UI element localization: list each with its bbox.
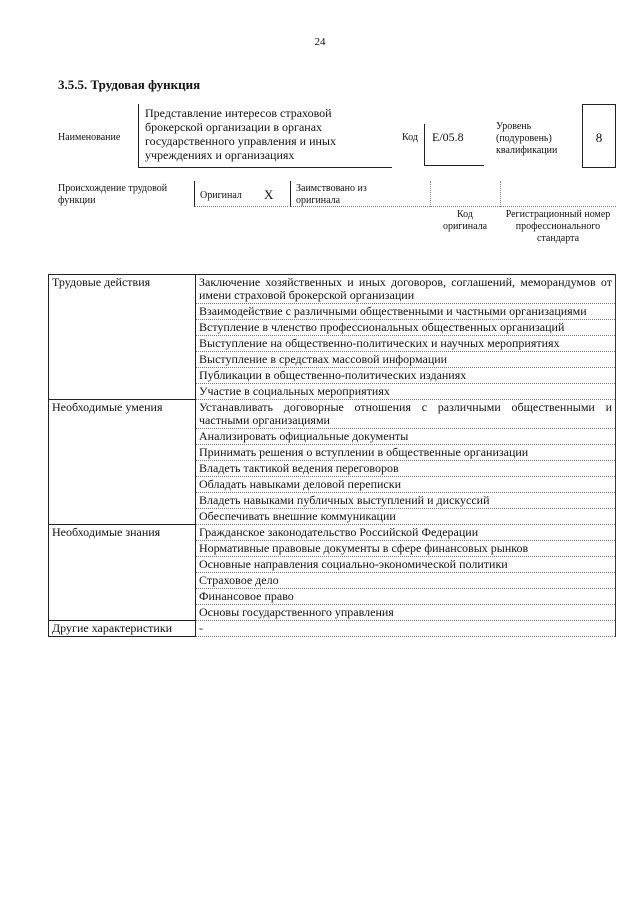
- requirements-table: [48, 274, 616, 637]
- table-cell: Устанавливать договорные отношения с различными общественными и частными организациями: [196, 400, 616, 429]
- reg-number-caption: Регистрационный номер профессионального стандарта: [505, 209, 611, 244]
- page-number: 24: [314, 36, 326, 48]
- code-original-caption: Код оригинала: [442, 209, 488, 232]
- table-row: [49, 400, 616, 429]
- table-cell: Выступление в средствах массовой информации: [196, 352, 616, 368]
- level-label: Уровень (подуровень) квалификации: [496, 121, 558, 156]
- code-label: Код: [402, 132, 418, 143]
- function-name: Представление интересов страховой брокерской организации в органах государственного управления и иных учреждениях и организациях: [145, 106, 336, 162]
- table-cell: Финансовое право: [196, 589, 616, 605]
- category-label: Необходимые умения: [52, 400, 163, 414]
- table-cell: Владеть тактикой ведения переговоров: [196, 461, 616, 477]
- table-cell: Основные направления социально-экономической политики: [196, 557, 616, 573]
- origin-label: Происхождение трудовой функции: [58, 183, 168, 206]
- table-cell: Публикации в общественно-политических изданиях: [196, 368, 616, 384]
- table-cell: Владеть навыками публичных выступлений и дискуссий: [196, 493, 616, 509]
- table-row: [49, 525, 616, 541]
- table-cell: Заключение хозяйственных и иных договоров, соглашений, меморандумов от имени страховой брокерской организации: [196, 275, 616, 304]
- name-box: [138, 104, 392, 168]
- table-cell: Выступление на общественно-политических и научных мероприятиях: [196, 336, 616, 352]
- name-label: Наименование: [58, 132, 121, 143]
- code-original-cell: [430, 181, 500, 207]
- table-cell: Обеспечивать внешние коммуникации: [196, 509, 616, 525]
- original-label: Оригинал: [200, 190, 242, 201]
- table-cell: Взаимодействие с различными общественными и частными организациями: [196, 304, 616, 320]
- category-label: Необходимые знания: [52, 525, 161, 539]
- category-cell: [49, 525, 196, 621]
- code-value: E/05.8: [432, 130, 464, 144]
- original-mark: X: [264, 187, 274, 202]
- table-cell: Вступление в членство профессиональных общественных организаций: [196, 320, 616, 336]
- category-cell: [49, 621, 196, 637]
- table-row: [49, 275, 616, 304]
- category-cell: [49, 275, 196, 400]
- table-cell: Принимать решения о вступлении в общественные организации: [196, 445, 616, 461]
- table-row: [49, 621, 616, 637]
- table-cell: Гражданское законодательство Российской Федерации: [196, 525, 616, 541]
- table-cell: Анализировать официальные документы: [196, 429, 616, 445]
- table-cell: Обладать навыками деловой переписки: [196, 477, 616, 493]
- category-label: Трудовые действия: [52, 275, 151, 289]
- section-heading: 3.5.5. Трудовая функция: [58, 77, 201, 92]
- level-value: 8: [595, 130, 603, 145]
- table-cell: Нормативные правовые документы в сфере финансовых рынков: [196, 541, 616, 557]
- borrowed-label: Заимствовано из оригинала: [296, 183, 367, 206]
- reg-number-cell: [500, 181, 616, 207]
- table-cell: Основы государственного управления: [196, 605, 616, 621]
- table-cell: Страховое дело: [196, 573, 616, 589]
- category-cell: [49, 400, 196, 525]
- category-label: Другие характеристики: [52, 621, 173, 635]
- table-cell: -: [196, 621, 616, 637]
- table-cell: Участие в социальных мероприятиях: [196, 384, 616, 400]
